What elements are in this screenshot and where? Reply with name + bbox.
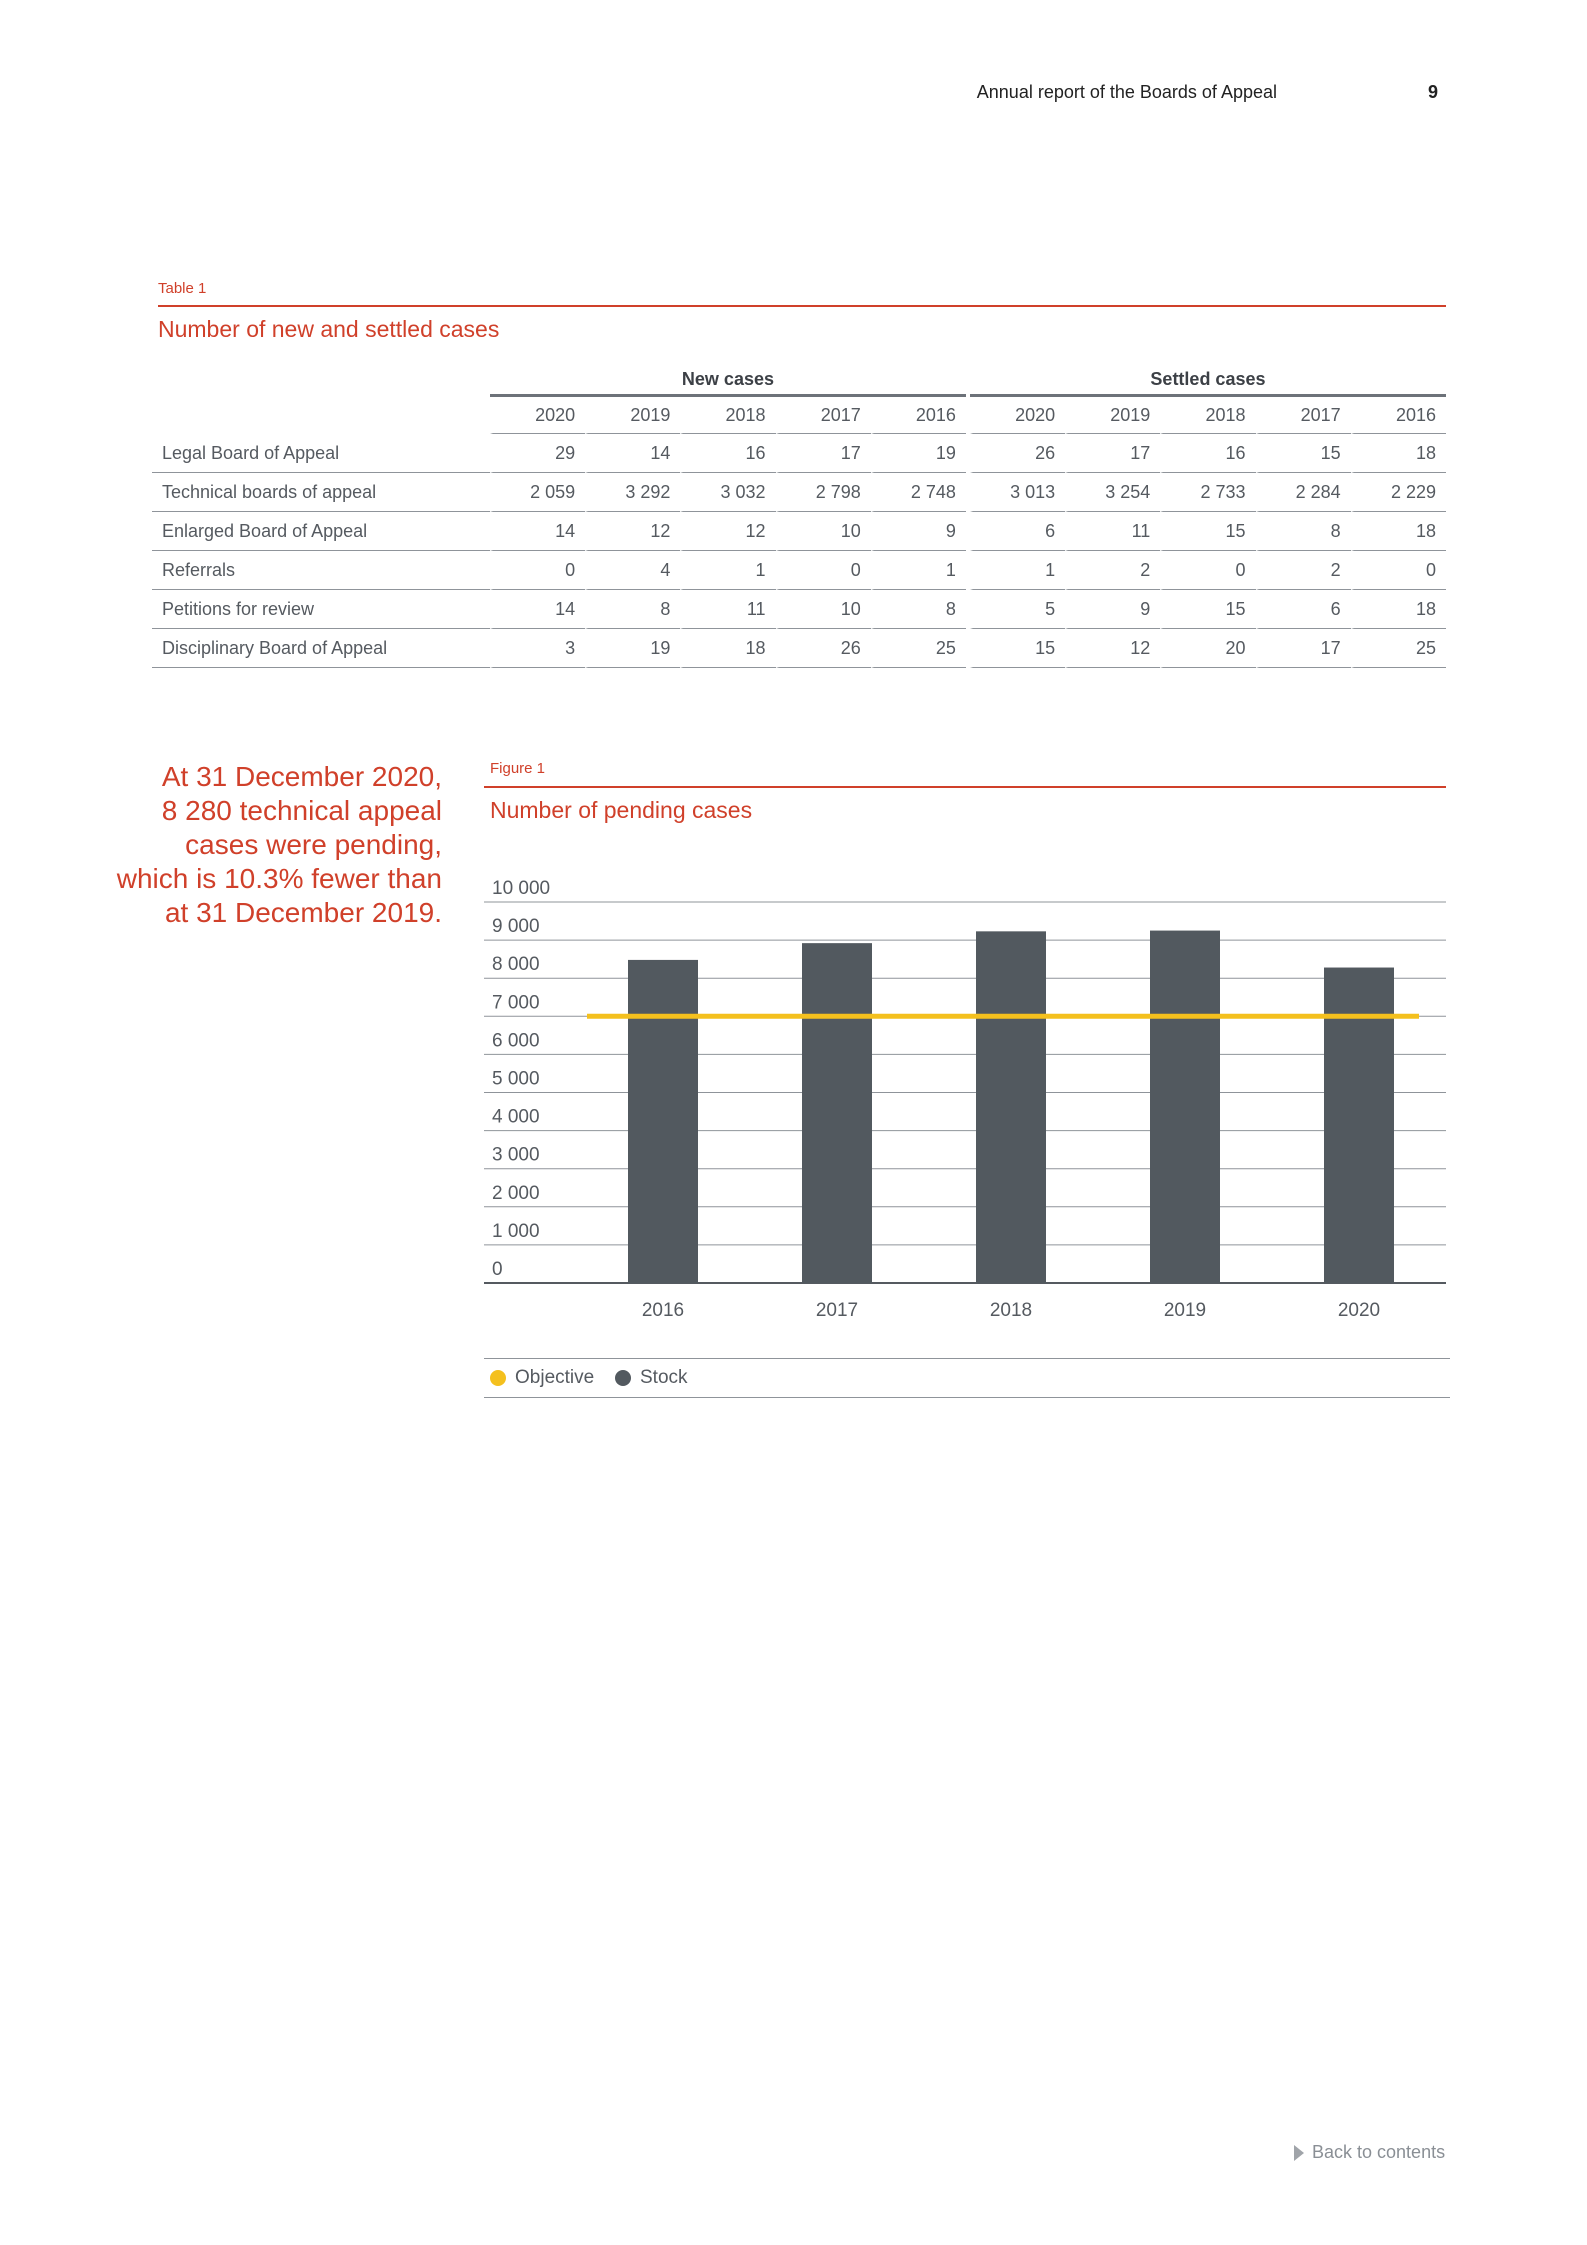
table-row [152,551,1446,590]
row-label: Legal Board of Appeal [152,434,490,473]
new-cases-cell: 2 059 [490,473,585,512]
year-header: 2017 [776,397,871,434]
new-cases-cell: 14 [490,512,585,551]
y-tick-label: 2 000 [492,1182,540,1204]
settled-cases-cell: 15 [1256,434,1351,473]
settled-cases-cell: 18 [1351,590,1446,629]
settled-cases-cell: 17 [1256,629,1351,668]
y-tick-label: 8 000 [492,954,540,976]
new-cases-cell: 4 [585,551,680,590]
settled-cases-cell: 15 [1160,512,1255,551]
new-cases-cell: 9 [871,512,966,551]
pending-cases-chart [480,860,1450,1320]
settled-cases-cell: 16 [1160,434,1255,473]
settled-cases-cell: 12 [1065,629,1160,668]
back-to-contents-link[interactable] [1294,2142,1445,2163]
year-header: 2020 [490,397,585,434]
new-cases-cell: 26 [776,629,871,668]
settled-cases-cell: 9 [1065,590,1160,629]
settled-cases-cell: 8 [1256,512,1351,551]
legend-label: Stock [640,1367,688,1388]
new-cases-cell: 3 [490,629,585,668]
settled-cases-cell: 6 [970,512,1065,551]
settled-cases-cell: 15 [970,629,1065,668]
table-label: Table 1 [158,280,207,297]
new-cases-cell: 1 [871,551,966,590]
figure-label: Figure 1 [490,760,546,777]
row-label: Enlarged Board of Appeal [152,512,490,551]
settled-cases-cell: 6 [1256,590,1351,629]
x-tick-label: 2018 [989,1300,1033,1320]
row-label: Disciplinary Board of Appeal [152,629,490,668]
new-cases-cell: 10 [776,590,871,629]
cases-table [152,360,1446,668]
settled-cases-cell: 26 [970,434,1065,473]
settled-cases-cell: 2 [1256,551,1351,590]
callout-line: cases were pending, [185,829,442,860]
y-tick-label: 7 000 [492,992,540,1014]
y-tick-label: 10 000 [492,878,551,899]
new-cases-cell: 29 [490,434,585,473]
row-label: Technical boards of appeal [152,473,490,512]
pending-callout [110,760,442,930]
x-tick-label: 2019 [1163,1300,1207,1320]
new-cases-cell: 25 [871,629,966,668]
new-cases-cell: 0 [490,551,585,590]
legend-swatch-objective [490,1370,506,1386]
new-cases-cell: 14 [585,434,680,473]
settled-cases-cell: 20 [1160,629,1255,668]
new-cases-cell: 0 [776,551,871,590]
settled-cases-cell: 15 [1160,590,1255,629]
settled-cases-cell: 18 [1351,434,1446,473]
figure-title: Number of pending cases [490,797,753,823]
callout-line: which is 10.3% fewer than [116,863,442,894]
callout-line: 8 280 technical appeal [161,795,442,826]
y-tick-label: 0 [492,1259,503,1280]
x-tick-label: 2020 [1337,1300,1381,1320]
settled-cases-cell: 2 [1065,551,1160,590]
legend-item-stock [615,1359,688,1397]
stock-bar [976,931,1046,1283]
settled-cases-cell: 0 [1160,551,1255,590]
stock-bar [802,943,872,1283]
new-cases-cell: 3 292 [585,473,680,512]
figure-rule [484,786,1446,788]
new-cases-cell: 19 [585,629,680,668]
settled-cases-cell: 2 284 [1256,473,1351,512]
new-cases-cell: 3 032 [680,473,775,512]
new-cases-cell: 8 [585,590,680,629]
y-tick-label: 6 000 [492,1030,540,1052]
settled-cases-cell: 3 254 [1065,473,1160,512]
table-title: Number of new and settled cases [158,316,500,342]
legend-item-objective [490,1359,594,1397]
table-row [152,590,1446,629]
new-cases-cell: 19 [871,434,966,473]
settled-cases-cell: 1 [970,551,1065,590]
chart-legend [484,1358,1450,1398]
year-header: 2016 [871,397,966,434]
new-cases-cell: 11 [680,590,775,629]
x-tick-label: 2017 [815,1300,859,1320]
settled-cases-cell: 0 [1351,551,1446,590]
y-tick-label: 9 000 [492,916,540,938]
new-cases-cell: 12 [680,512,775,551]
row-label: Referrals [152,551,490,590]
callout-line: at 31 December 2019. [164,897,442,928]
new-cases-cell: 12 [585,512,680,551]
new-cases-cell: 17 [776,434,871,473]
y-tick-label: 3 000 [492,1144,540,1166]
settled-cases-cell: 25 [1351,629,1446,668]
table-row [152,473,1446,512]
settled-cases-cell: 5 [970,590,1065,629]
x-tick-label: 2016 [641,1300,685,1320]
legend-swatch-stock [615,1370,631,1386]
table-row [152,512,1446,551]
y-tick-label: 1 000 [492,1220,540,1242]
table-rule [158,305,1446,307]
stock-bar [1150,931,1220,1283]
callout-line: At 31 December 2020, [161,761,442,792]
settled-cases-cell: 11 [1065,512,1160,551]
y-tick-label: 4 000 [492,1106,540,1128]
year-header: 2016 [1351,397,1446,434]
y-tick-label: 5 000 [492,1068,540,1090]
settled-cases-header: Settled cases [970,360,1446,397]
settled-cases-cell: 2 733 [1160,473,1255,512]
running-header: Annual report of the Boards of Appeal [976,82,1277,102]
year-header: 2019 [585,397,680,434]
new-cases-header: New cases [490,360,966,397]
new-cases-cell: 16 [680,434,775,473]
new-cases-cell: 1 [680,551,775,590]
year-header: 2019 [1065,397,1160,434]
year-header: 2018 [1160,397,1255,434]
legend-label: Objective [515,1367,595,1388]
year-header-row [152,397,1446,434]
settled-cases-cell: 3 013 [970,473,1065,512]
new-cases-cell: 8 [871,590,966,629]
table-row [152,434,1446,473]
settled-cases-cell: 17 [1065,434,1160,473]
new-cases-cell: 10 [776,512,871,551]
settled-cases-cell: 2 229 [1351,473,1446,512]
new-cases-cell: 14 [490,590,585,629]
year-header: 2017 [1256,397,1351,434]
year-header: 2018 [680,397,775,434]
year-header: 2020 [970,397,1065,434]
row-label: Petitions for review [152,590,490,629]
back-link-label: Back to contents [1312,2142,1446,2162]
table-row [152,629,1446,668]
page-number: 9 [1428,82,1439,102]
settled-cases-cell: 18 [1351,512,1446,551]
play-arrow-icon [1294,2145,1304,2161]
new-cases-cell: 2 798 [776,473,871,512]
new-cases-cell: 2 748 [871,473,966,512]
stock-bar [628,960,698,1283]
new-cases-cell: 18 [680,629,775,668]
